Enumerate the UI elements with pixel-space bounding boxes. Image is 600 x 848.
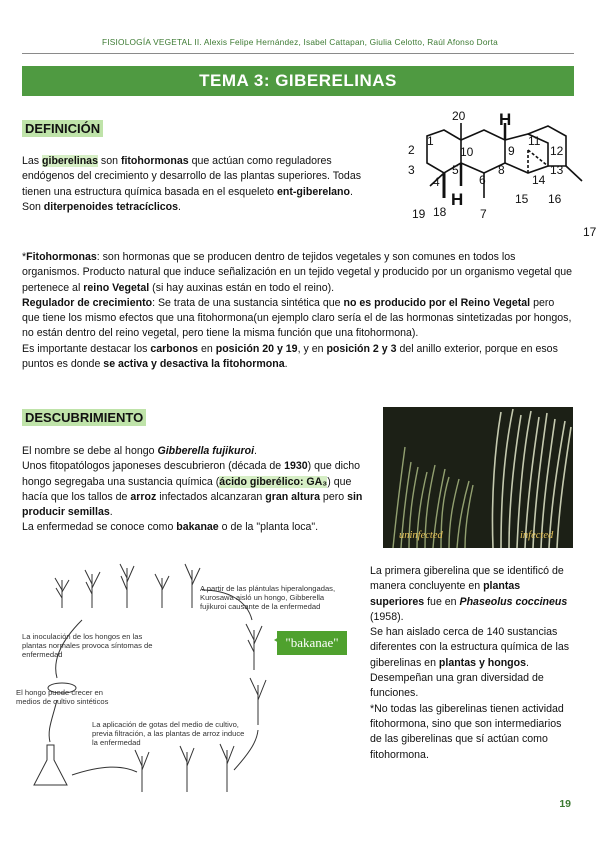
text-run: gran altura [265, 490, 320, 503]
definicion-body [22, 250, 574, 372]
text-run: 1930 [284, 460, 308, 473]
carbon-label: 17 [583, 225, 597, 239]
text-run: Son [22, 200, 44, 213]
running-header: FISIOLOGÍA VEGETAL II. Alexis Felipe Hernández, Isabel Cattapan, Giulia Celotto, Raúl Afonso Dorta [102, 37, 498, 47]
text-run: del anillo exterior, porque en esos puntos es donde [22, 342, 558, 371]
text-run: Las [22, 155, 43, 167]
definicion-p5 [22, 342, 574, 373]
definicion-p1 [22, 154, 372, 200]
text-run: plantas y hongos [438, 656, 527, 669]
text-run: giberelinas [42, 155, 98, 167]
text-run: Phaseolus coccineus [459, 595, 568, 608]
text-run: carbonos [150, 342, 199, 355]
header-divider [22, 53, 574, 54]
carbon-label: 1 [427, 134, 434, 148]
carbon-label: 4 [433, 175, 440, 189]
text-run: Fitohormonas [26, 251, 97, 263]
carbon-label: 11 [528, 134, 541, 148]
hydrogen-label: H [499, 110, 512, 129]
definicion-p2 [22, 200, 372, 215]
carbon-label: 3 [408, 163, 415, 177]
text-run: que actúan como reguladores endógenos del crecimiento y desarrollo de las plantas superiores. Todas tienen una estructura química basada en el esqueleto [22, 155, 362, 198]
descubrimiento-body [22, 444, 372, 536]
text-run: La enfermedad se conoce como [22, 521, 177, 534]
text-run: fitohormonas [120, 155, 189, 167]
text-run: Gibberella fujikuroi [157, 445, 255, 457]
carbon-label: 10 [460, 145, 474, 159]
text-run: ácido giberélico: GA₃ [219, 475, 328, 488]
text-run: en [198, 342, 216, 355]
text-run: arroz [130, 490, 157, 503]
definicion-intro [22, 154, 372, 215]
infected-label: infected [520, 530, 554, 541]
text-run: Es importante destacar los [22, 342, 151, 355]
cycle-step-inoculation: La inoculación de los hongos en las plantas normales provoca síntomas de enfermedad [22, 632, 153, 659]
bakanae-cycle-diagram [16, 560, 362, 800]
page-number: 19 [559, 798, 571, 810]
text-run: ent-giberelano [277, 185, 351, 198]
carbon-label: 8 [498, 163, 505, 177]
text-run: posición 2 y 3 [326, 342, 397, 355]
carbon-label: 12 [550, 144, 564, 158]
text-run: o de la "planta loca". [218, 521, 319, 534]
carbon-label: 13 [550, 163, 564, 177]
text-run: . [178, 200, 181, 213]
rice-plants-photo [383, 407, 573, 548]
descubrimiento-p1 [22, 444, 372, 459]
rice-stems-illustration [383, 407, 573, 548]
descubrimiento-p3 [22, 520, 372, 535]
carbon-label: 6 [479, 173, 486, 187]
text-run: infectados alcanzaran [156, 490, 266, 503]
right-col-p3 [370, 671, 576, 702]
text-run: . [254, 445, 257, 457]
hydrogen-label: H [451, 190, 464, 209]
carbon-label: 2 [408, 143, 415, 157]
definicion-p3 [22, 250, 574, 296]
text-run: bakanae [176, 521, 219, 534]
text-run: . [350, 185, 353, 198]
text-run: diterpenoides tetracíclicos [43, 200, 179, 213]
right-column-text [370, 564, 576, 763]
carbon-label: 9 [508, 144, 515, 158]
right-col-p1 [370, 564, 576, 625]
carbon-label: 15 [515, 192, 529, 206]
descubrimiento-p2 [22, 459, 372, 520]
text-run: sin producir semillas [22, 490, 363, 519]
section-heading-descubrimiento: DESCUBRIMIENTO [22, 409, 146, 426]
text-run: (1958). [370, 610, 404, 623]
carbon-label: 7 [480, 207, 487, 221]
definicion-p4 [22, 296, 574, 342]
bakanae-label: "bakanae" [277, 631, 347, 655]
text-run: pero [319, 490, 348, 503]
text-run: se activa y desactiva la fitohormona [103, 358, 285, 371]
text-run: no es producido por el Reino Vegetal [343, 296, 531, 309]
text-run: El nombre se debe al hongo [22, 445, 158, 457]
text-run: Regulador de crecimiento [22, 296, 153, 309]
text-run: ) que hacía que los tallos de [22, 475, 352, 503]
carbon-label: 16 [548, 192, 562, 206]
chapter-title: TEMA 3: GIBERELINAS [22, 66, 574, 96]
text-run: La primera giberelina que se identificó de manera concluyente en [370, 565, 564, 593]
cycle-step-application: La aplicación de gotas del medio de cultivo, previa filtración, a las plantas de arroz induce la enfermedad [92, 720, 245, 747]
text-run: : son hormonas que se producen dentro de tejidos vegetales y son comunes en todos los organismos. Producto natural que induce señalización en un tejido vegetal y producido por un organismo vegetal que pertenece al [22, 251, 573, 294]
text-run: fue en [424, 595, 460, 608]
text-run: : Se trata de una sustancia sintética que [152, 296, 344, 309]
carbon-label: 14 [532, 173, 546, 187]
text-run: Unos fitopatólogos japoneses descubrieron (década de [22, 460, 285, 473]
text-run: . [284, 358, 288, 371]
section-heading-definicion: DEFINICIÓN [22, 120, 103, 137]
text-run: pero que tiene los mismo efectos que una fitohormona(un ejemplo claro sería el de las hormonas sintetizadas por hongos, no están dentro del reino vegetal, pero tiene la misma función que una fitohormona). [22, 296, 572, 340]
carbon-label: 19 [412, 207, 426, 221]
right-col-p2 [370, 625, 576, 671]
carbon-label: 5 [452, 163, 459, 177]
text-run: (si hay auxinas están en todo el reino). [149, 281, 335, 294]
text-run: posición 20 y 19 [215, 342, 298, 355]
carbon-label: 20 [452, 109, 466, 123]
text-run: Desempeñan una gran diversidad de funciones. [370, 672, 544, 700]
text-run: * [22, 251, 27, 263]
carbon-label: 18 [433, 205, 447, 219]
cycle-step-culture: El hongo puede crecer en medios de cultivo sintéticos [16, 688, 109, 706]
text-run: *No todas las giberelinas tienen actividad fitohormona, sino que son intermediarios de las giberelinas que sí actúan como fitohormona. [370, 702, 564, 761]
text-run: ) que dicho hongo segregaba una sustancia química ( [22, 460, 361, 488]
text-run: plantas superiores [370, 580, 521, 608]
right-col-p4 [370, 702, 576, 763]
text-run: son [97, 155, 121, 167]
uninfected-label: uninfected [399, 530, 443, 541]
text-run: reino Vegetal [83, 281, 150, 294]
ent-giberelano-structure-diagram [400, 108, 600, 243]
text-run: , y en [297, 342, 327, 355]
text-run: . [109, 506, 113, 519]
cycle-step-isolation: A partir de las plántulas hiperalongadas, Kurosawa aisló un hongo, Gibberella fujikuroi causante de la enfermedad [200, 584, 336, 611]
text-run: . [526, 656, 529, 669]
text-run: Se han aislado cerca de 140 sustancias diferentes con la estructura química de las giberelinas en [370, 626, 570, 669]
